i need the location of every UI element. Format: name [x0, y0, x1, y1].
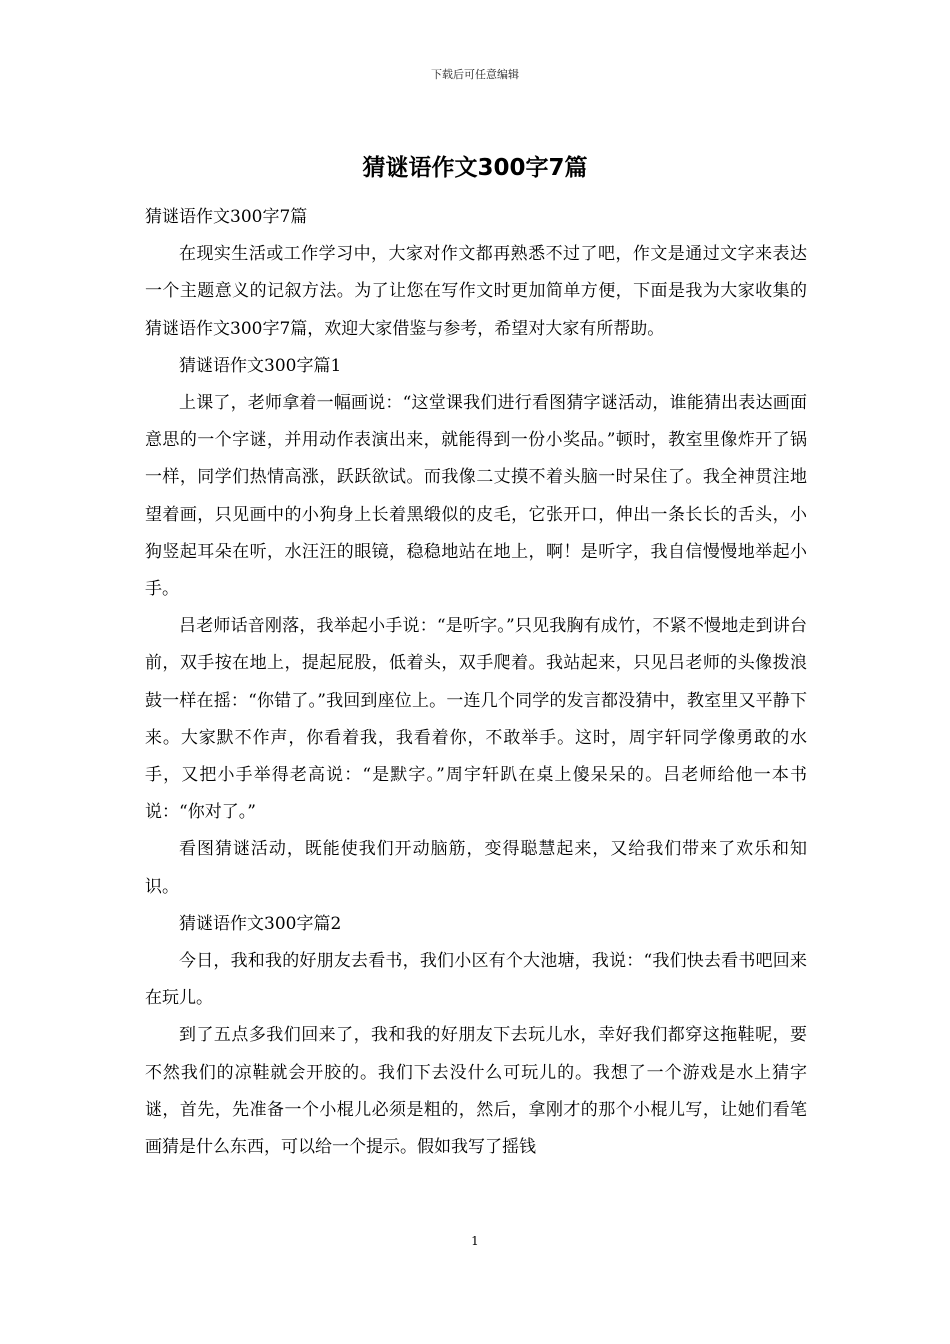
document-body: [145, 199, 807, 1166]
intro-paragraph: 在现实生活或工作学习中，大家对作文都再熟悉不过了吧，作文是通过文字来表达一个主题意义的记叙方法。为了让您在写作文时更加简单方便，下面是我为大家收集的猜谜语作文300字7篇，欢迎大家借鉴与参考，希望对大家有所帮助。: [145, 244, 807, 339]
section-1-paragraph: 看图猜谜活动，既能使我们开动脑筋，变得聪慧起来，又给我们带来了欢乐和知识。: [145, 839, 807, 897]
document-subtitle: 猜谜语作文300字7篇: [145, 207, 308, 227]
section-2-paragraph: 到了五点多我们回来了，我和我的好朋友下去玩儿水，幸好我们都穿这拖鞋呢，要不然我们的凉鞋就会开胶的。我们下去没什么可玩儿的。我想了一个游戏是水上猜字谜，首先，先准备一个小棍儿必须是粗的，然后，拿刚才的那个小棍儿写，让她们看笔画猜是什么东西，可以给一个提示。假如我写了摇钱: [145, 1025, 807, 1158]
section-1-paragraph: 吕老师话音刚落，我举起小手说：“是听字。”只见我胸有成竹，不紧不慢地走到讲台前，双手按在地上，提起屁股，低着头，双手爬着。我站起来，只见吕老师的头像拨浪鼓一样在摇：“你错了。”我回到座位上。一连几个同学的发言都没猜中，教室里又平静下来。大家默不作声，你看着我，我看着你，不敢举手。这时，周宇轩同学像勇敢的水手，又把小手举得老高说：“是默字。”周宇轩趴在桌上傻呆呆的。吕老师给他一本书说：“你对了。”: [145, 616, 807, 823]
section-2-paragraph: 今日，我和我的好朋友去看书，我们小区有个大池塘，我说：“我们快去看书吧回来在玩儿。: [145, 951, 807, 1009]
section-2-heading: 猜谜语作文300字篇2: [179, 913, 342, 934]
page-header-note: 下载后可任意编辑: [431, 68, 519, 81]
page-number: 1: [471, 1234, 479, 1248]
section-1-heading: 猜谜语作文300字篇1: [179, 355, 342, 376]
document-title: 猜谜语作文300字7篇: [362, 155, 588, 181]
section-1-paragraph: 上课了，老师拿着一幅画说：“这堂课我们进行看图猜字谜活动，谁能猜出表达画面意思的一个字谜，并用动作表演出来，就能得到一份小奖品。”顿时，教室里像炸开了锅一样，同学们热情高涨，跃跃欲试。而我像二丈摸不着头脑一时呆住了。我全神贯注地望着画，只见画中的小狗身上长着黑缎似的皮毛，它张开口，伸出一条长长的舌头，小狗竖起耳朵在听，水汪汪的眼镜，稳稳地站在地上，啊！是听字，我自信慢慢地举起小手。: [145, 393, 807, 600]
